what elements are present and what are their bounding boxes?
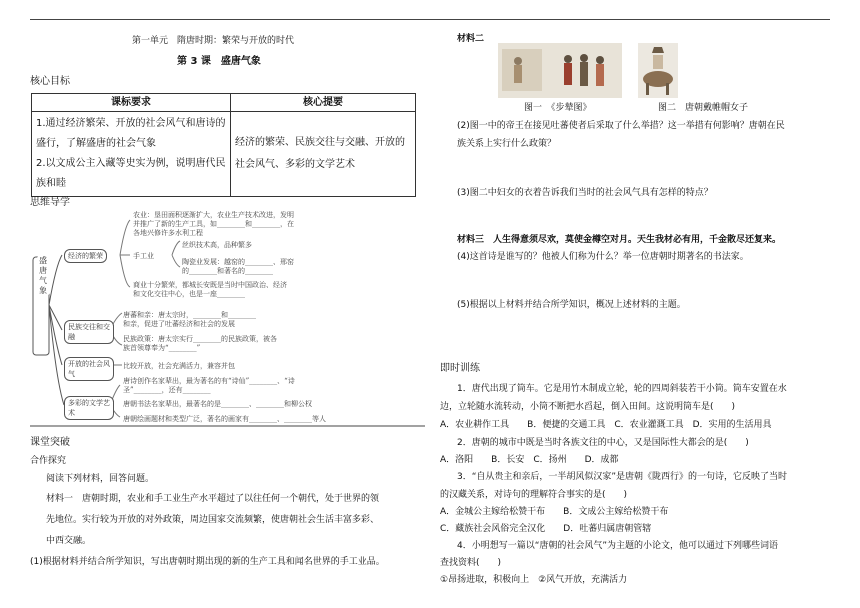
lesson-title: 第 3 课 盛唐气象 [177, 56, 261, 67]
painting-bunian-image [498, 43, 622, 98]
material-1-line-2: 先地位。实行较为开放的对外政策，周边国家交流频繁，使唐朝社会生活丰富多彩、 [46, 515, 380, 525]
mm-heqin-2: 和亲，促进了吐蕃经济和社会的发展 [123, 320, 235, 328]
mind-map-node-society: 开放的社会风气 [64, 357, 114, 381]
mm-agri-1: 农业：垦田面积逐渐扩大，农业生产技术改进，发明 [133, 211, 294, 219]
section-cooperate: 合作探究 [30, 456, 67, 466]
mm-heqin-1: 唐蕃和亲：唐太宗时，________和________ [123, 311, 256, 319]
header-rule [30, 19, 830, 20]
table-cell-summary: 经济的繁荣、民族交往与交融、开放的 社会风气、多彩的文学艺术 [231, 112, 416, 197]
problem-4-line-1: 4．小明想写一篇以“唐朝的社会风气”为主题的小论文，他可以通过下列哪些词语 [457, 541, 779, 551]
mm-poetry-2: 圣”________，还有________ [123, 386, 211, 394]
section-training: 即时训练 [440, 363, 480, 374]
mind-map-root: 盛唐气象 [36, 255, 50, 297]
mind-map-node-ethnic: 民族交往和交融 [64, 320, 114, 344]
problem-3-line-2: 的汉藏关系，对诗句的理解符合事实的是( ) [440, 490, 628, 500]
caption-figure-1: 图一 《步辇图》 [524, 103, 592, 113]
table-cell-standard: 1.通过经济繁荣、开放的社会风气和唐诗的 盛行，了解盛唐的社会气象 2.以文成公主入藏等史实为例，说明唐代民 族和睦 [32, 112, 231, 197]
problem-1-line-1: 1．唐代出现了筒车。它是用竹木制成立轮，轮的四周斜装若干小筒。筒车安置在水 [457, 384, 787, 394]
problem-2-options: A．洛阳 B．长安 C．扬州 D．成都 [440, 455, 619, 465]
problem-1-line-2: 边，立轮随水流转动，小筒不断把水舀起，倒入田间。这说明筒车是( ) [440, 402, 736, 412]
mm-ceramics-1: 陶瓷业发展：越窑的________、邢窑 [182, 258, 294, 266]
problem-3-options-2: C．藏族社会风俗完全汉化 D．吐蕃归属唐朝管辖 [440, 524, 652, 534]
section-core-goals: 核心目标 [30, 76, 70, 87]
mm-silk: 丝织技术高，品种繁多 [182, 241, 252, 249]
woman-weimao-image [638, 43, 678, 98]
mm-ceramics-2: 的________和著名的________ [182, 267, 273, 275]
mm-handicraft: 手工业 [133, 252, 154, 260]
mm-commerce-2: 和文化交往中心，也是一座________ [133, 290, 245, 298]
problem-3-options-1: A．金城公主嫁给松赞干布 B．文成公主嫁给松赞干布 [440, 507, 669, 517]
problem-1-options: A．农业耕作工具 B．便捷的交通工具 C．农业灌溉工具 D．实用的生活用具 [440, 420, 772, 430]
mm-poetry-1: 唐诗创作名家辈出，最为著名的有“诗仙”________、“诗 [123, 377, 295, 385]
mind-map-node-economy: 经济的繁荣 [64, 249, 107, 263]
table-header-summary: 核心提要 [231, 94, 416, 112]
mm-agri-2: 并推广了新的生产工具，如________和________，在 [133, 220, 294, 228]
table-header-standard: 课标要求 [32, 94, 231, 112]
mm-policy-1: 民族政策：唐太宗实行________的民族政策，被各 [123, 335, 277, 343]
question-5: (5)根据以上材料并结合所学知识，概况上述材料的主题。 [457, 300, 686, 310]
problem-4-options: ①昂扬进取，积极向上 ②风气开放，充满活力 [440, 575, 628, 585]
problem-4-line-2: 查找资料( ) [440, 558, 502, 568]
material-2-label: 材料二 [457, 34, 485, 44]
section-mind-map: 思维导学 [30, 197, 70, 208]
problem-3-line-1: 3．“自从贵主和亲后，一半胡风似汉家”是唐朝《陇西行》的一句诗，它反映了当时 [457, 472, 788, 482]
material-1-line-3: 中西交融。 [46, 536, 92, 546]
mm-painting: 唐朝绘画题材和类型广泛，著名的画家有________、________等人 [123, 415, 326, 423]
caption-figure-2: 图二 唐朝戴帷帽女子 [658, 103, 749, 113]
problem-2: 2．唐朝的城市中既是当时各族文往的中心，又是国际性大都会的是( ) [457, 438, 749, 448]
question-2-line-2: 族关系上实行什么政策？ [457, 139, 557, 149]
section-breakthrough: 课堂突破 [30, 437, 70, 448]
unit-title: 第一单元 隋唐时期：繁荣与开放的时代 [132, 36, 295, 46]
material-1-line-1: 材料一 唐朝时期，农业和手工业生产水平超过了以往任何一个朝代，处于世界的领 [46, 494, 380, 504]
mm-policy-2: 族首领尊奉为“________” [123, 344, 201, 352]
question-3: (3)图二中妇女的衣着告诉我们当时的社会风气具有怎样的特点？ [457, 188, 713, 198]
material-3: 材料三 人生得意须尽欢，莫使金樽空对月。天生我材必有用，千金散尽还复来。 [457, 235, 782, 245]
mm-agri-3: 各地兴修许多水利工程 [133, 229, 203, 237]
mind-map-node-arts: 多彩的文学艺术 [64, 396, 114, 420]
goals-table [31, 93, 416, 197]
question-4: (4)这首诗是谁写的？他被人们称为什么？举一位唐朝时期著名的书法家。 [457, 252, 749, 262]
mm-calligraphy: 唐朝书法名家辈出，最著名的是________、________和柳公权 [123, 400, 312, 408]
mm-open-society: 比较开放，社会充满活力，兼容并包 [123, 362, 235, 370]
question-2-line-1: (2)图一中的帝王在接见吐蕃使者后采取了什么举措？这一举措有何影响？唐朝在民 [457, 121, 785, 131]
instruction-read: 阅读下列材料，回答问题。 [46, 474, 155, 484]
mm-commerce-1: 商业十分繁荣，都城长安既是当时中国政治、经济 [133, 281, 287, 289]
question-1: (1)根据材料并结合所学知识，写出唐朝时期出现的新的生产工具和闻名世界的手工业品。 [30, 557, 385, 567]
